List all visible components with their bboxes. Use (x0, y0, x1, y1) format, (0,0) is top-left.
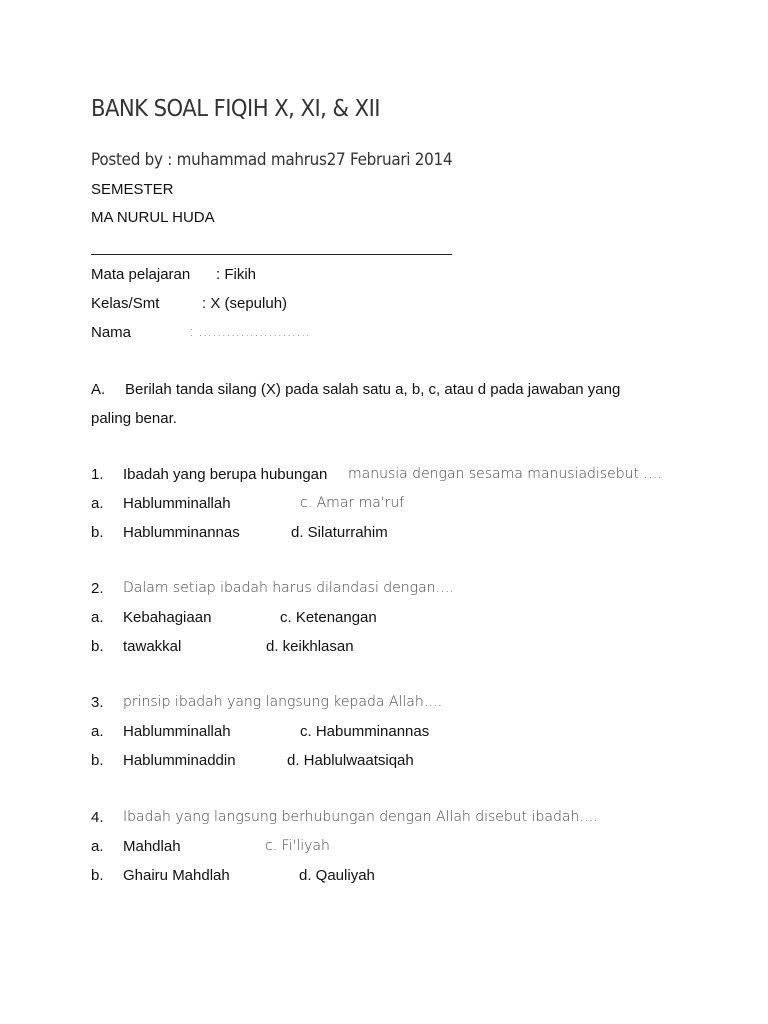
option-d: d. Silaturrahim (291, 524, 388, 541)
option-a-letter: a. (91, 838, 104, 855)
question-number: 2. (91, 580, 104, 597)
option-b: Hablumminannas (123, 524, 240, 541)
option-a: Hablumminallah (123, 495, 231, 512)
semester-label: SEMESTER (91, 181, 174, 198)
option-a: Hablumminallah (123, 723, 231, 740)
document-title: BANK SOAL FIQIH X, XI, & XII (91, 96, 380, 122)
instruction-line-1: Berilah tanda silang (X) pada salah satu a, b, c, atau d pada jawaban yang (125, 381, 621, 398)
option-b-letter: b. (91, 867, 104, 884)
posted-by-line: Posted by : muhammad mahrus27 Februari 2014 (91, 150, 453, 169)
question-number: 3. (91, 694, 104, 711)
instruction-line-2: paling benar. (91, 410, 177, 427)
option-a: Mahdlah (123, 838, 181, 855)
option-b: Ghairu Mahdlah (123, 867, 230, 884)
option-b-letter: b. (91, 752, 104, 769)
option-d: d. Hablulwaatsiqah (287, 752, 414, 769)
option-c: c. Fi'liyah (265, 838, 330, 854)
class-label: Kelas/Smt (91, 295, 160, 312)
question-number: 4. (91, 809, 104, 826)
option-c: c. Ketenangan (280, 609, 377, 626)
school-name: MA NURUL HUDA (91, 209, 215, 226)
option-a: Kebahagiaan (123, 609, 212, 626)
option-b-letter: b. (91, 524, 104, 541)
instruction-letter: A. (91, 381, 106, 398)
header-divider (91, 254, 452, 255)
name-label: Nama (91, 324, 132, 341)
option-b: Hablumminaddin (123, 752, 236, 769)
name-value: : …………………… (189, 324, 311, 340)
subject-value: : Fikih (216, 266, 257, 283)
question-number: 1. (91, 466, 104, 483)
option-c: c. Habumminannas (300, 723, 430, 740)
subject-label: Mata pelajaran (91, 266, 191, 283)
question-text-part-2: manusia dengan sesama manusiadisebut …. (348, 466, 662, 482)
question-text-part-1: Ibadah yang berupa hubungan (123, 466, 328, 483)
question-text: Ibadah yang langsung berhubungan dengan Allah disebut ibadah…. (123, 809, 598, 825)
option-d: d. keikhlasan (266, 638, 354, 655)
option-a-letter: a. (91, 495, 104, 512)
option-c: c. Amar ma'ruf (300, 495, 405, 511)
question-text: prinsip ibadah yang langsung kepada Allah…. (123, 694, 443, 710)
option-a-letter: a. (91, 723, 104, 740)
option-d: d. Qauliyah (299, 867, 375, 884)
option-b-letter: b. (91, 638, 104, 655)
class-value: : X (sepuluh) (202, 295, 288, 312)
option-b: tawakkal (123, 638, 182, 655)
question-text: Dalam setiap ibadah harus dilandasi dengan…. (123, 580, 454, 596)
option-a-letter: a. (91, 609, 104, 626)
